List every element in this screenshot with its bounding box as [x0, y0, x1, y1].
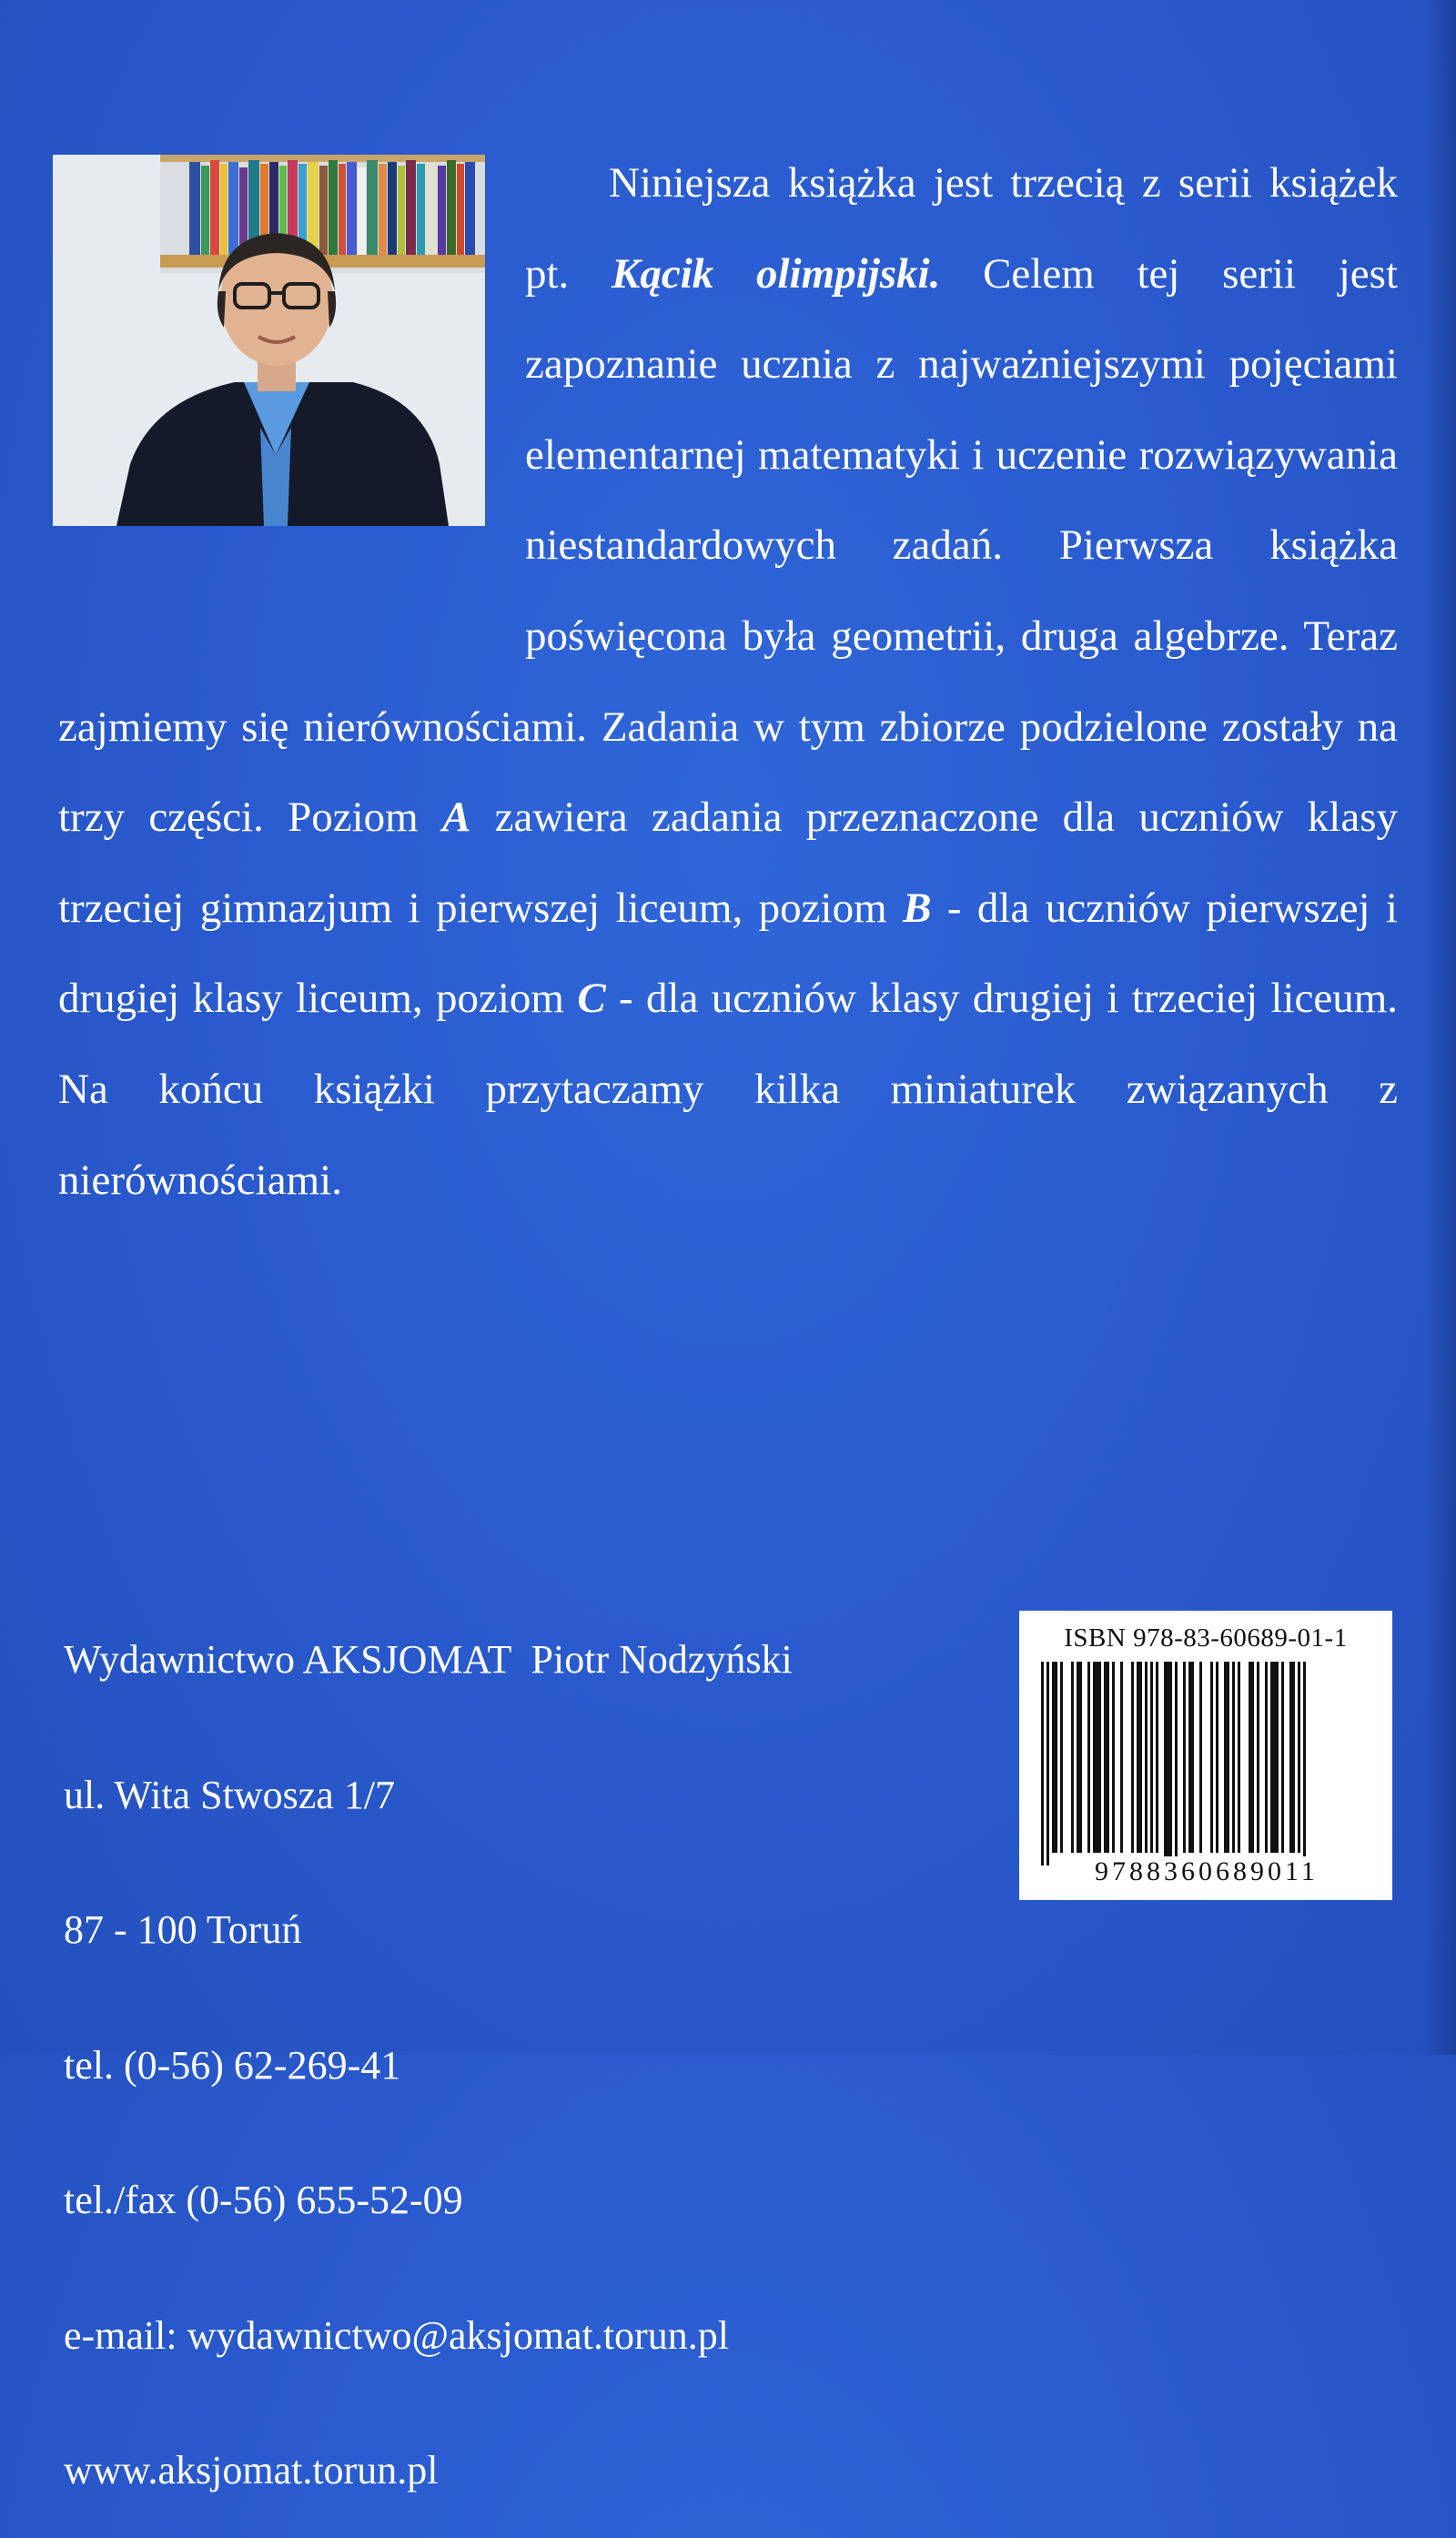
blurb-text-3: zawiera zadania przeznaczone dla uczniów klasy trzeciej gimnazjum i pierwszej liceum, poziom [58, 794, 1399, 932]
barcode-bar [1164, 1662, 1172, 1866]
barcode-bar [1224, 1662, 1229, 1853]
description-paragraph [58, 138, 1398, 1226]
barcode-bar [1303, 1662, 1306, 1866]
barcode-bar [1145, 1662, 1148, 1853]
spine-shade [1425, 0, 1456, 2055]
barcode-bar [1270, 1662, 1279, 1853]
barcode-bar [1298, 1662, 1300, 1853]
publisher-info [64, 1547, 793, 2538]
barcode-bar [1175, 1662, 1178, 1866]
publisher-phone: tel. (0-56) 62-269-41 [64, 2042, 401, 2088]
publisher-email: e-mail: wydawnictwo@aksjomat.torun.pl [64, 2312, 729, 2358]
barcode-bar [1232, 1662, 1235, 1853]
level-b-label: B [903, 884, 932, 932]
barcode-bar [1104, 1662, 1109, 1853]
barcode-bar [1257, 1662, 1259, 1853]
barcode-bar [1289, 1662, 1295, 1853]
barcode-digits-row [1025, 1856, 1389, 1887]
barcode-bar [1093, 1662, 1101, 1853]
barcode-bar [1265, 1662, 1268, 1853]
barcode-bar [1249, 1662, 1254, 1853]
barcode-bar [1046, 1662, 1049, 1866]
publisher-street: ul. Wita Stwosza 1/7 [64, 1772, 396, 1817]
barcode-bar [1210, 1662, 1213, 1853]
barcode-bars [1037, 1662, 1374, 1871]
barcode-bar [1281, 1662, 1284, 1853]
publisher-website: www.aksjomat.torun.pl [64, 2448, 439, 2492]
barcode-bar [1087, 1662, 1090, 1853]
blurb-text-5: - dla uczniów klasy drugiej i trzeciej liceum. Na końcu książki przytaczamy kilka miniaturek związanych z nierównościami. [58, 975, 1398, 1204]
barcode-bar [1077, 1662, 1082, 1853]
barcode-bar [1183, 1662, 1186, 1853]
level-c-label: C [577, 975, 606, 1023]
level-a-label: A [442, 794, 471, 842]
barcode-bar [1238, 1662, 1240, 1853]
series-title: Kącik olimpijski. [612, 249, 941, 298]
publisher-city: 87 - 100 Toruń [64, 1907, 302, 1952]
barcode-bar [1052, 1662, 1057, 1853]
barcode-bar [1120, 1662, 1123, 1853]
barcode-bar [1137, 1662, 1142, 1853]
isbn-number: ISBN 978-83-60689-01-1 [1064, 1623, 1348, 1653]
barcode-bar [1216, 1662, 1218, 1853]
barcode-digits: 9788360689011 [1095, 1856, 1319, 1886]
barcode-bar [1199, 1662, 1202, 1853]
blurb-text-4: - dla uczniów pierwszej i drugiej klasy liceum, poziom [58, 884, 1398, 1023]
photo-wrap-space [58, 138, 525, 593]
barcode-bar [1112, 1662, 1115, 1853]
barcode-bar [1156, 1662, 1158, 1853]
barcode-bar [1188, 1662, 1194, 1853]
publisher-fax: tel./fax (0-56) 655-52-09 [64, 2178, 463, 2222]
publisher-name: Wydawnictwo AKSJOMAT Piotr Nodzyński [64, 1637, 793, 1682]
blurb-text-1: Niniejsza książka jest trzecią z serii książek pt. [525, 159, 1398, 298]
blurb-text-2: Celem tej serii jest zapoznanie ucznia z najważniejszymi pojęciami elementarnej matematyki i uczenie rozwiązywania niestandardowych zadań. Pierwsza książka poświęcona była geometrii, druga algebrze. Teraz zajmiemy się nierównościami. Zadania w tym zbiorze podzielone zostały na trzy części. Poziom [58, 249, 1398, 842]
barcode-bar [1150, 1662, 1153, 1853]
barcode-bar [1041, 1662, 1044, 1866]
isbn-barcode [1019, 1611, 1392, 1900]
barcode-bar [1071, 1662, 1074, 1853]
barcode-bar [1131, 1662, 1134, 1853]
barcode-bar [1060, 1662, 1063, 1853]
